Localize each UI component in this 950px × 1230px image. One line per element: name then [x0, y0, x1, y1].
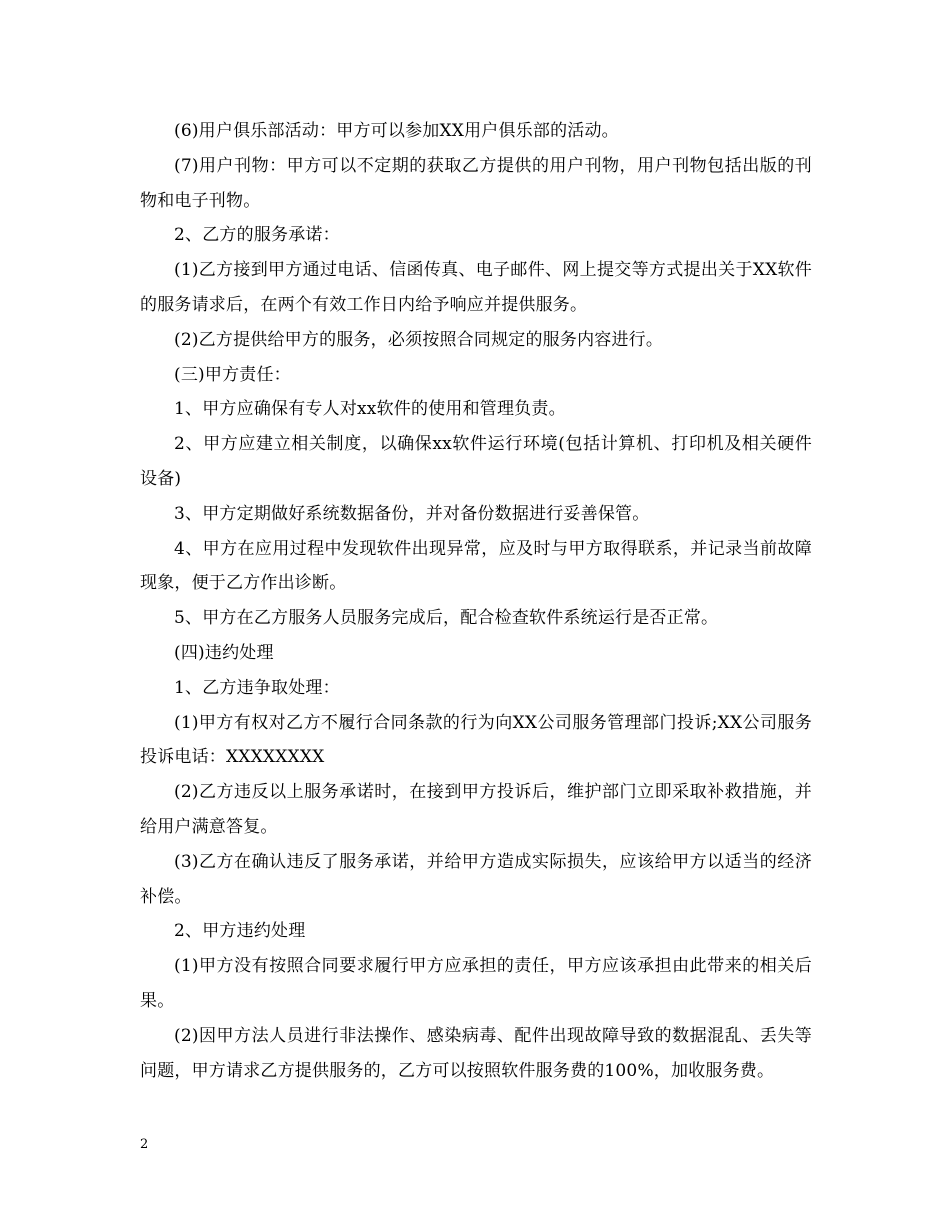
heading-party-a-responsibility: (三)甲方责任： [174, 364, 291, 385]
paragraph-data-backup: 3、甲方定期做好系统数据备份，并对备份数据进行妥善保管。 [174, 503, 650, 524]
heading-party-b-breach: 1、乙方违争取处理： [174, 677, 340, 698]
paragraph-system-check: 5、甲方在乙方服务人员服务完成后，配合检查软件系统运行是否正常。 [174, 608, 719, 629]
paragraph-dedicated-staff: 1、甲方应确保有专人对xx软件的使用和管理负责。 [174, 399, 566, 420]
heading-breach-handling: (四)违约处理 [174, 642, 274, 663]
paragraph-remedial-measures: (2)乙方违反以上服务承诺时，在接到甲方投诉后，维护部门立即采取补救措施，并给用户满意答复。 [140, 782, 812, 837]
paragraph-service-content: (2)乙方提供给甲方的服务，必须按照合同规定的服务内容进行。 [174, 329, 664, 350]
paragraph-party-a-consequences: (1)甲方没有按照合同要求履行甲方应承担的责任，甲方应该承担由此带来的相关后果。 [140, 956, 812, 1011]
paragraph-user-club: (6)用户俱乐部活动：甲方可以参加XX用户俱乐部的活动。 [174, 121, 619, 141]
heading-party-a-breach: 2、甲方违约处理 [174, 921, 306, 942]
page-number: 2 [140, 1137, 149, 1152]
paragraph-fault-reporting: 4、甲方在应用过程中发现软件出现异常，应及时与甲方取得联系，并记录当前故障现象，便于乙方作出诊断。 [140, 538, 812, 594]
paragraph-complaint-right: (1)甲方有权对乙方不履行合同条款的行为向XX公司服务管理部门投诉;XX公司服务投诉电话：XXXXXXXX [140, 712, 812, 768]
paragraph-economic-compensation: (3)乙方在确认违反了服务承诺，并给甲方造成实际损失，应该给甲方以适当的经济补偿。 [140, 851, 812, 907]
paragraph-user-publications: (7)用户刊物：甲方可以不定期的获取乙方提供的用户刊物，用户刊物包括出版的刊物和电子刊物。 [140, 155, 812, 211]
document-body [140, 114, 812, 1088]
paragraph-operating-environment: 2、甲方应建立相关制度，以确保xx软件运行环境(包括计算机、打印机及相关硬件设备) [140, 434, 812, 489]
paragraph-extra-service-fee: (2)因甲方法人员进行非法操作、感染病毒、配件出现故障导致的数据混乱、丢失等问题，甲方请求乙方提供服务的，乙方可以按照软件服务费的100%，加收服务费。 [140, 1025, 812, 1081]
heading-service-commitment: 2、乙方的服务承诺： [174, 225, 340, 246]
paragraph-service-request-response: (1)乙方接到甲方通过电话、信函传真、电子邮件、网上提交等方式提出关于XX软件的服务请求后，在两个有效工作日内给予响应并提供服务。 [140, 260, 812, 315]
